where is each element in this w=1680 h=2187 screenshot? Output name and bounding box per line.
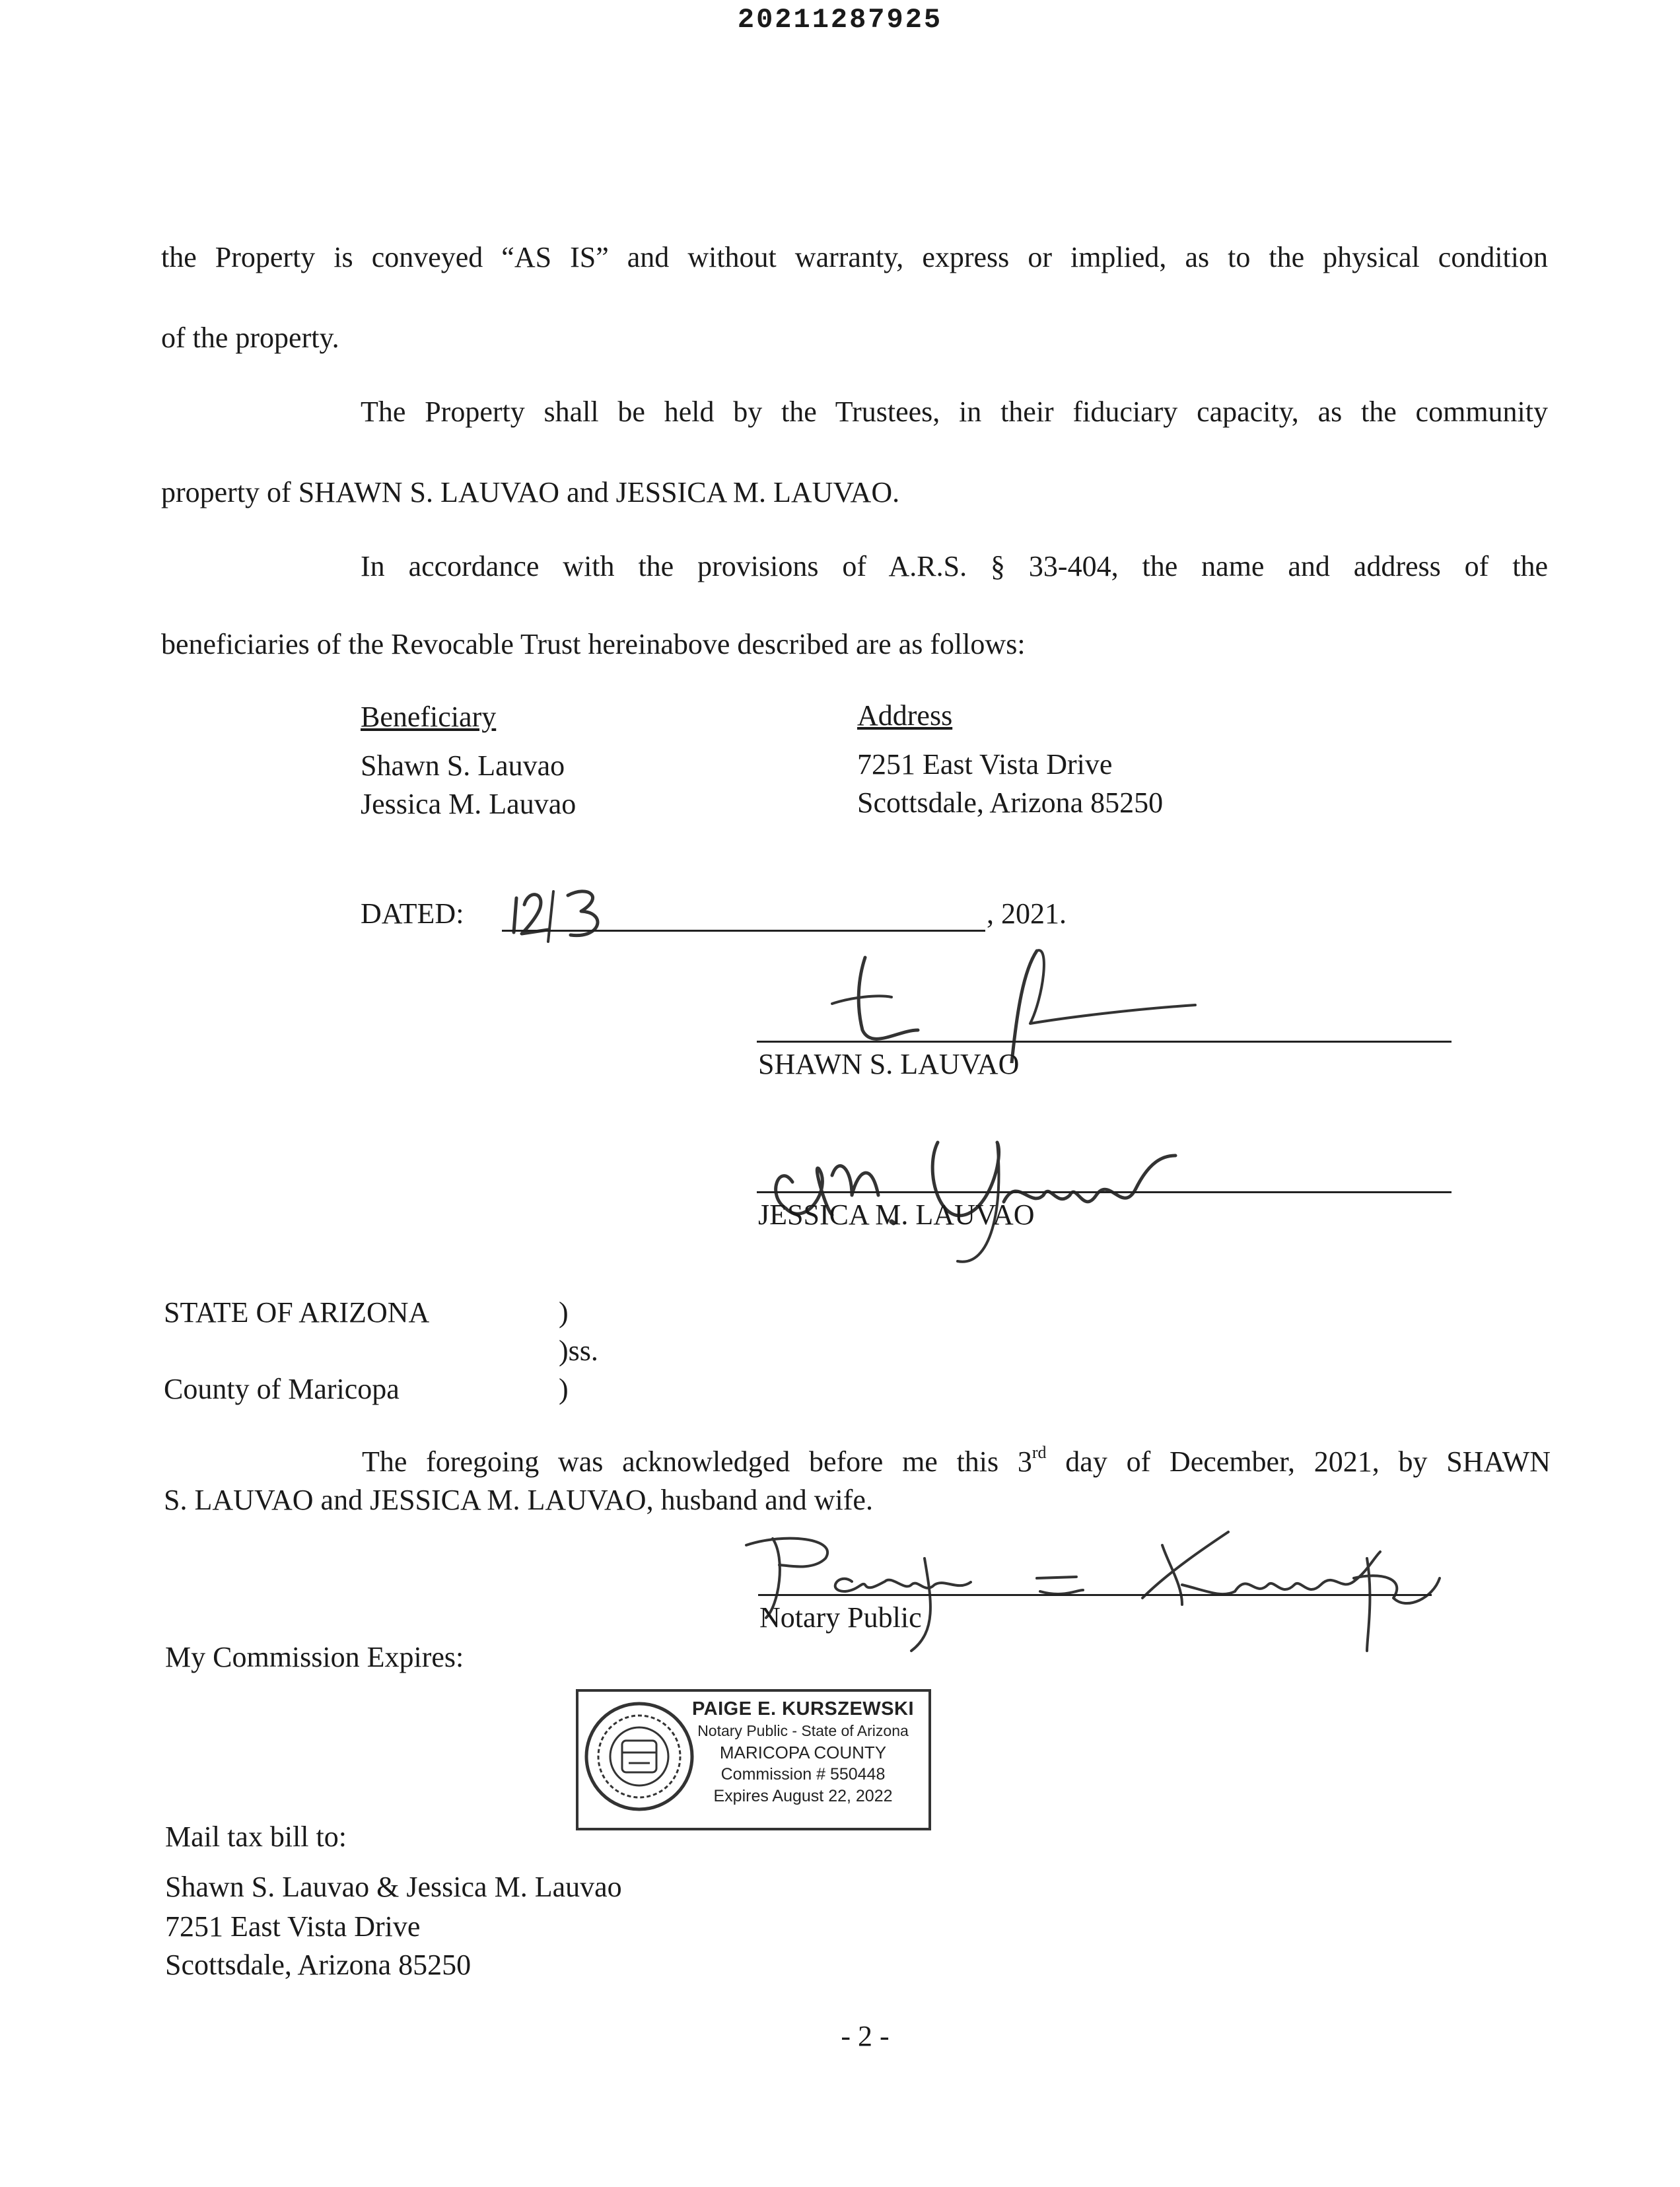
stamp-expires: Expires August 22, 2022 [713, 1787, 893, 1805]
dated-label: DATED: [361, 897, 464, 930]
notary-public-label: Notary Public [759, 1601, 922, 1634]
beneficiary-name-1: Shawn S. Lauvao [361, 749, 565, 782]
venue-county: County of Maricopa [164, 1373, 400, 1405]
beneficiary-address-line-1: 7251 East Vista Drive [857, 748, 1113, 781]
acknowledgment-line-2: S. LAUVAO and JESSICA M. LAUVAO, husband and wife. [164, 1484, 873, 1516]
signature-line-1 [757, 1041, 1452, 1043]
notary-signature-line [758, 1594, 1432, 1596]
acknowledgment-line-1: The foregoing was acknowledged before me this 3rd day of December, 2021, by SHAWN [362, 1443, 1551, 1478]
venue-ss: )ss. [559, 1335, 598, 1367]
document-number: 20211287925 [737, 4, 943, 36]
paragraph-3-line-2: beneficiaries of the Revocable Trust hereinabove described are as follows: [161, 628, 1026, 660]
beneficiary-name-2: Jessica M. Lauvao [361, 788, 577, 820]
paragraph-3-line-1: In accordance with the provisions of A.R.S. § 33-404, the name and address of the [361, 550, 1548, 582]
paragraph-1-line-2: of the property. [161, 322, 339, 354]
beneficiary-address-line-2: Scottsdale, Arizona 85250 [857, 786, 1164, 819]
venue-state: STATE OF ARIZONA [164, 1296, 430, 1329]
paragraph-2-line-1: The Property shall be held by the Trustees, in their fiduciary capacity, as the community [361, 396, 1548, 428]
notary-stamp [576, 1689, 931, 1830]
venue-paren-open: ) [559, 1296, 569, 1329]
mail-to-line-3: Scottsdale, Arizona 85250 [165, 1949, 472, 1981]
mail-to-line-2: 7251 East Vista Drive [165, 1910, 421, 1943]
signer-1-name: SHAWN S. LAUVAO [758, 1048, 1020, 1080]
signer-2-name: JESSICA M. LAUVAO [758, 1198, 1035, 1231]
venue-paren-close: ) [559, 1373, 569, 1405]
paragraph-1-line-1: the Property is conveyed “AS IS” and without warranty, express or implied, as to the physical condition [161, 241, 1548, 273]
beneficiary-header: Beneficiary [361, 701, 497, 733]
signature-line-2 [757, 1191, 1452, 1193]
mail-tax-bill-label: Mail tax bill to: [165, 1821, 347, 1853]
handwritten-date [502, 878, 634, 944]
dated-year: , 2021. [987, 897, 1067, 930]
page-number: - 2 - [841, 2020, 890, 2052]
stamp-notary-name: PAIGE E. KURSZEWSKI [691, 1698, 915, 1719]
address-header: Address [857, 699, 953, 732]
signature-shawn [792, 931, 1215, 1063]
commission-expires-label: My Commission Expires: [165, 1641, 464, 1673]
stamp-notary-title: Notary Public - State of Arizona [697, 1722, 909, 1739]
mail-to-line-1: Shawn S. Lauvao & Jessica M. Lauvao [165, 1871, 622, 1903]
stamp-county: MARICOPA COUNTY [719, 1743, 887, 1762]
stamp-commission: Commission # 550448 [720, 1765, 886, 1784]
paragraph-2-line-2: property of SHAWN S. LAUVAO and JESSICA M. LAUVAO. [161, 476, 900, 508]
